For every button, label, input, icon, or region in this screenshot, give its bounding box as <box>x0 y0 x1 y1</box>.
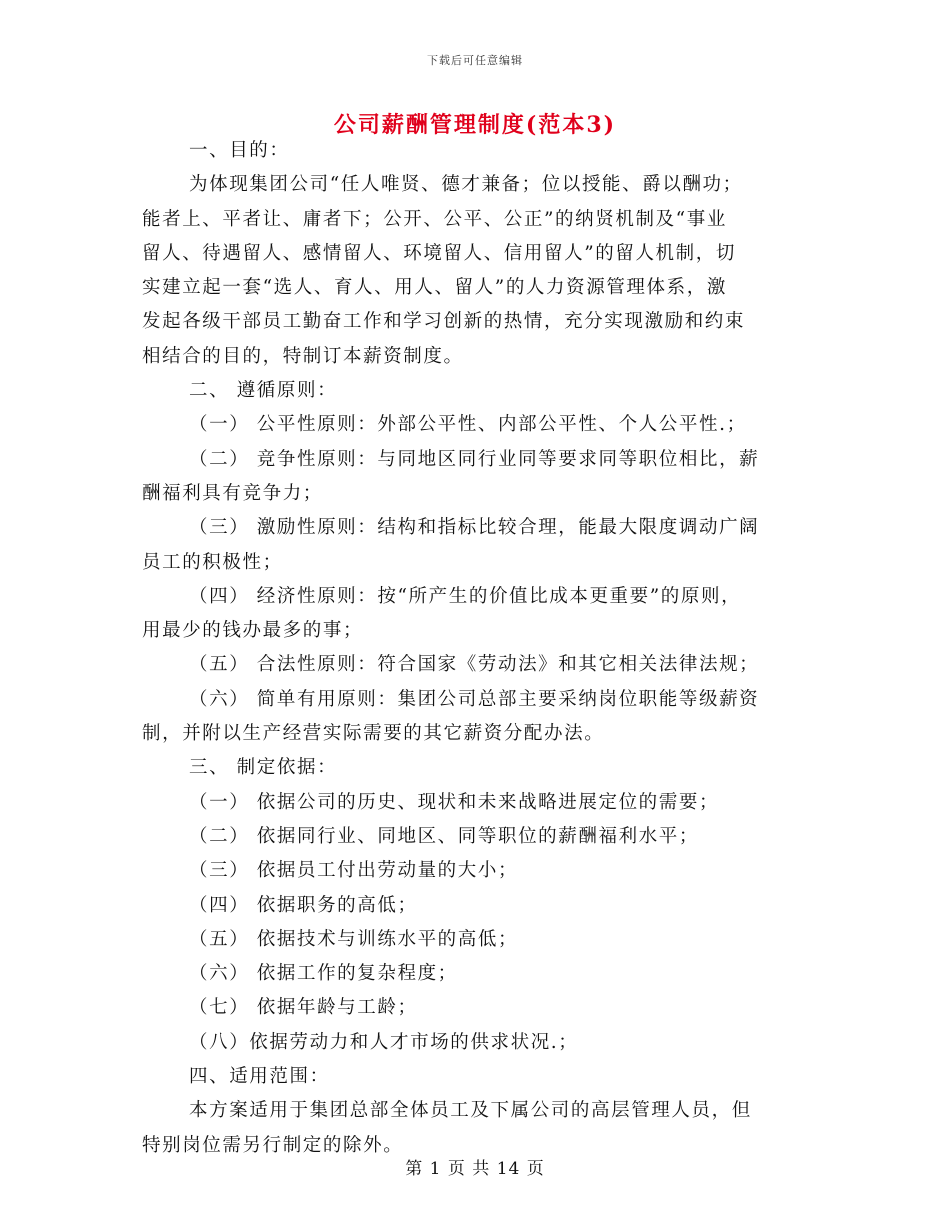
list-item: （三） 依据员工付出劳动量的大小； <box>189 860 519 882</box>
list-item: （四） 依据职务的高低； <box>189 894 418 916</box>
list-item: （二） 依据同行业、同地区、同等职位的薪酬福利水平； <box>189 825 699 847</box>
list-item: （七） 依据年龄与工龄； <box>189 997 418 1019</box>
paragraph-line: 本方案适用于集团总部全体员工及下属公司的高层管理人员，但 <box>189 1100 752 1122</box>
document-title: 公司薪酬管理制度(范本3) <box>333 112 617 138</box>
section-heading: 三、 制定依据： <box>189 757 338 779</box>
list-item: （五） 依据技术与训练水平的高低； <box>189 928 519 950</box>
paragraph-line: 相结合的目的，特制订本薪资制度。 <box>142 345 464 367</box>
paragraph-line: 能者上、平者让、庸者下；公开、公平、公正”的纳贤机制及“事业 <box>142 208 727 230</box>
list-item: （一） 公平性原则：外部公平性、内部公平性、个人公平性.； <box>189 414 747 436</box>
document-body <box>142 134 808 1163</box>
list-item: （八）依据劳动力和人才市场的供求状况.； <box>189 1031 579 1053</box>
list-item: （六） 简单有用原则：集团公司总部主要采纳岗位职能等级薪资 <box>189 688 760 710</box>
paragraph-line: 发起各级干部员工勤奋工作和学习创新的热情，充分实现激励和约束 <box>142 311 746 333</box>
paragraph-line: 为体现集团公司“任人唯贤、德才兼备；位以授能、爵以酬功； <box>189 174 743 196</box>
paragraph-line: 特别岗位需另行制定的除外。 <box>142 1134 404 1156</box>
paragraph-line: 留人、待遇留人、感情留人、环境留人、信用留人”的留人机制，切 <box>142 242 736 264</box>
list-item-continuation: 制，并附以生产经营实际需要的其它薪资分配办法。 <box>142 723 605 745</box>
paragraph-line: 实建立起一套“选人、育人、用人、留人”的人力资源管理体系，激 <box>142 277 727 299</box>
list-item: （三） 激励性原则：结构和指标比较合理，能最大限度调动广阔 <box>189 517 760 539</box>
list-item-continuation: 酬福利具有竞争力； <box>142 482 323 504</box>
list-item: （一） 依据公司的历史、现状和未来战略进展定位的需要； <box>189 791 720 813</box>
list-item: （六） 依据工作的复杂程度； <box>189 963 458 985</box>
list-item: （四） 经济性原则：按“所产生的价值比成本更重要”的原则， <box>189 585 742 607</box>
list-item-continuation: 员工的积极性； <box>142 551 283 573</box>
section-heading: 一、目的： <box>189 140 290 161</box>
section-heading: 四、适用范围： <box>189 1066 330 1088</box>
header-note: 下载后可任意编辑 <box>427 54 523 67</box>
section-heading: 二、 遵循原则： <box>189 380 338 402</box>
list-item: （二） 竞争性原则：与同地区同行业同等要求同等职位相比，薪 <box>189 448 760 470</box>
list-item-continuation: 用最少的钱办最多的事； <box>142 620 364 642</box>
page-footer: 第 1 页 共 14 页 <box>405 1159 545 1179</box>
list-item: （五） 合法性原则：符合国家《劳动法》和其它相关法律法规； <box>189 654 760 676</box>
